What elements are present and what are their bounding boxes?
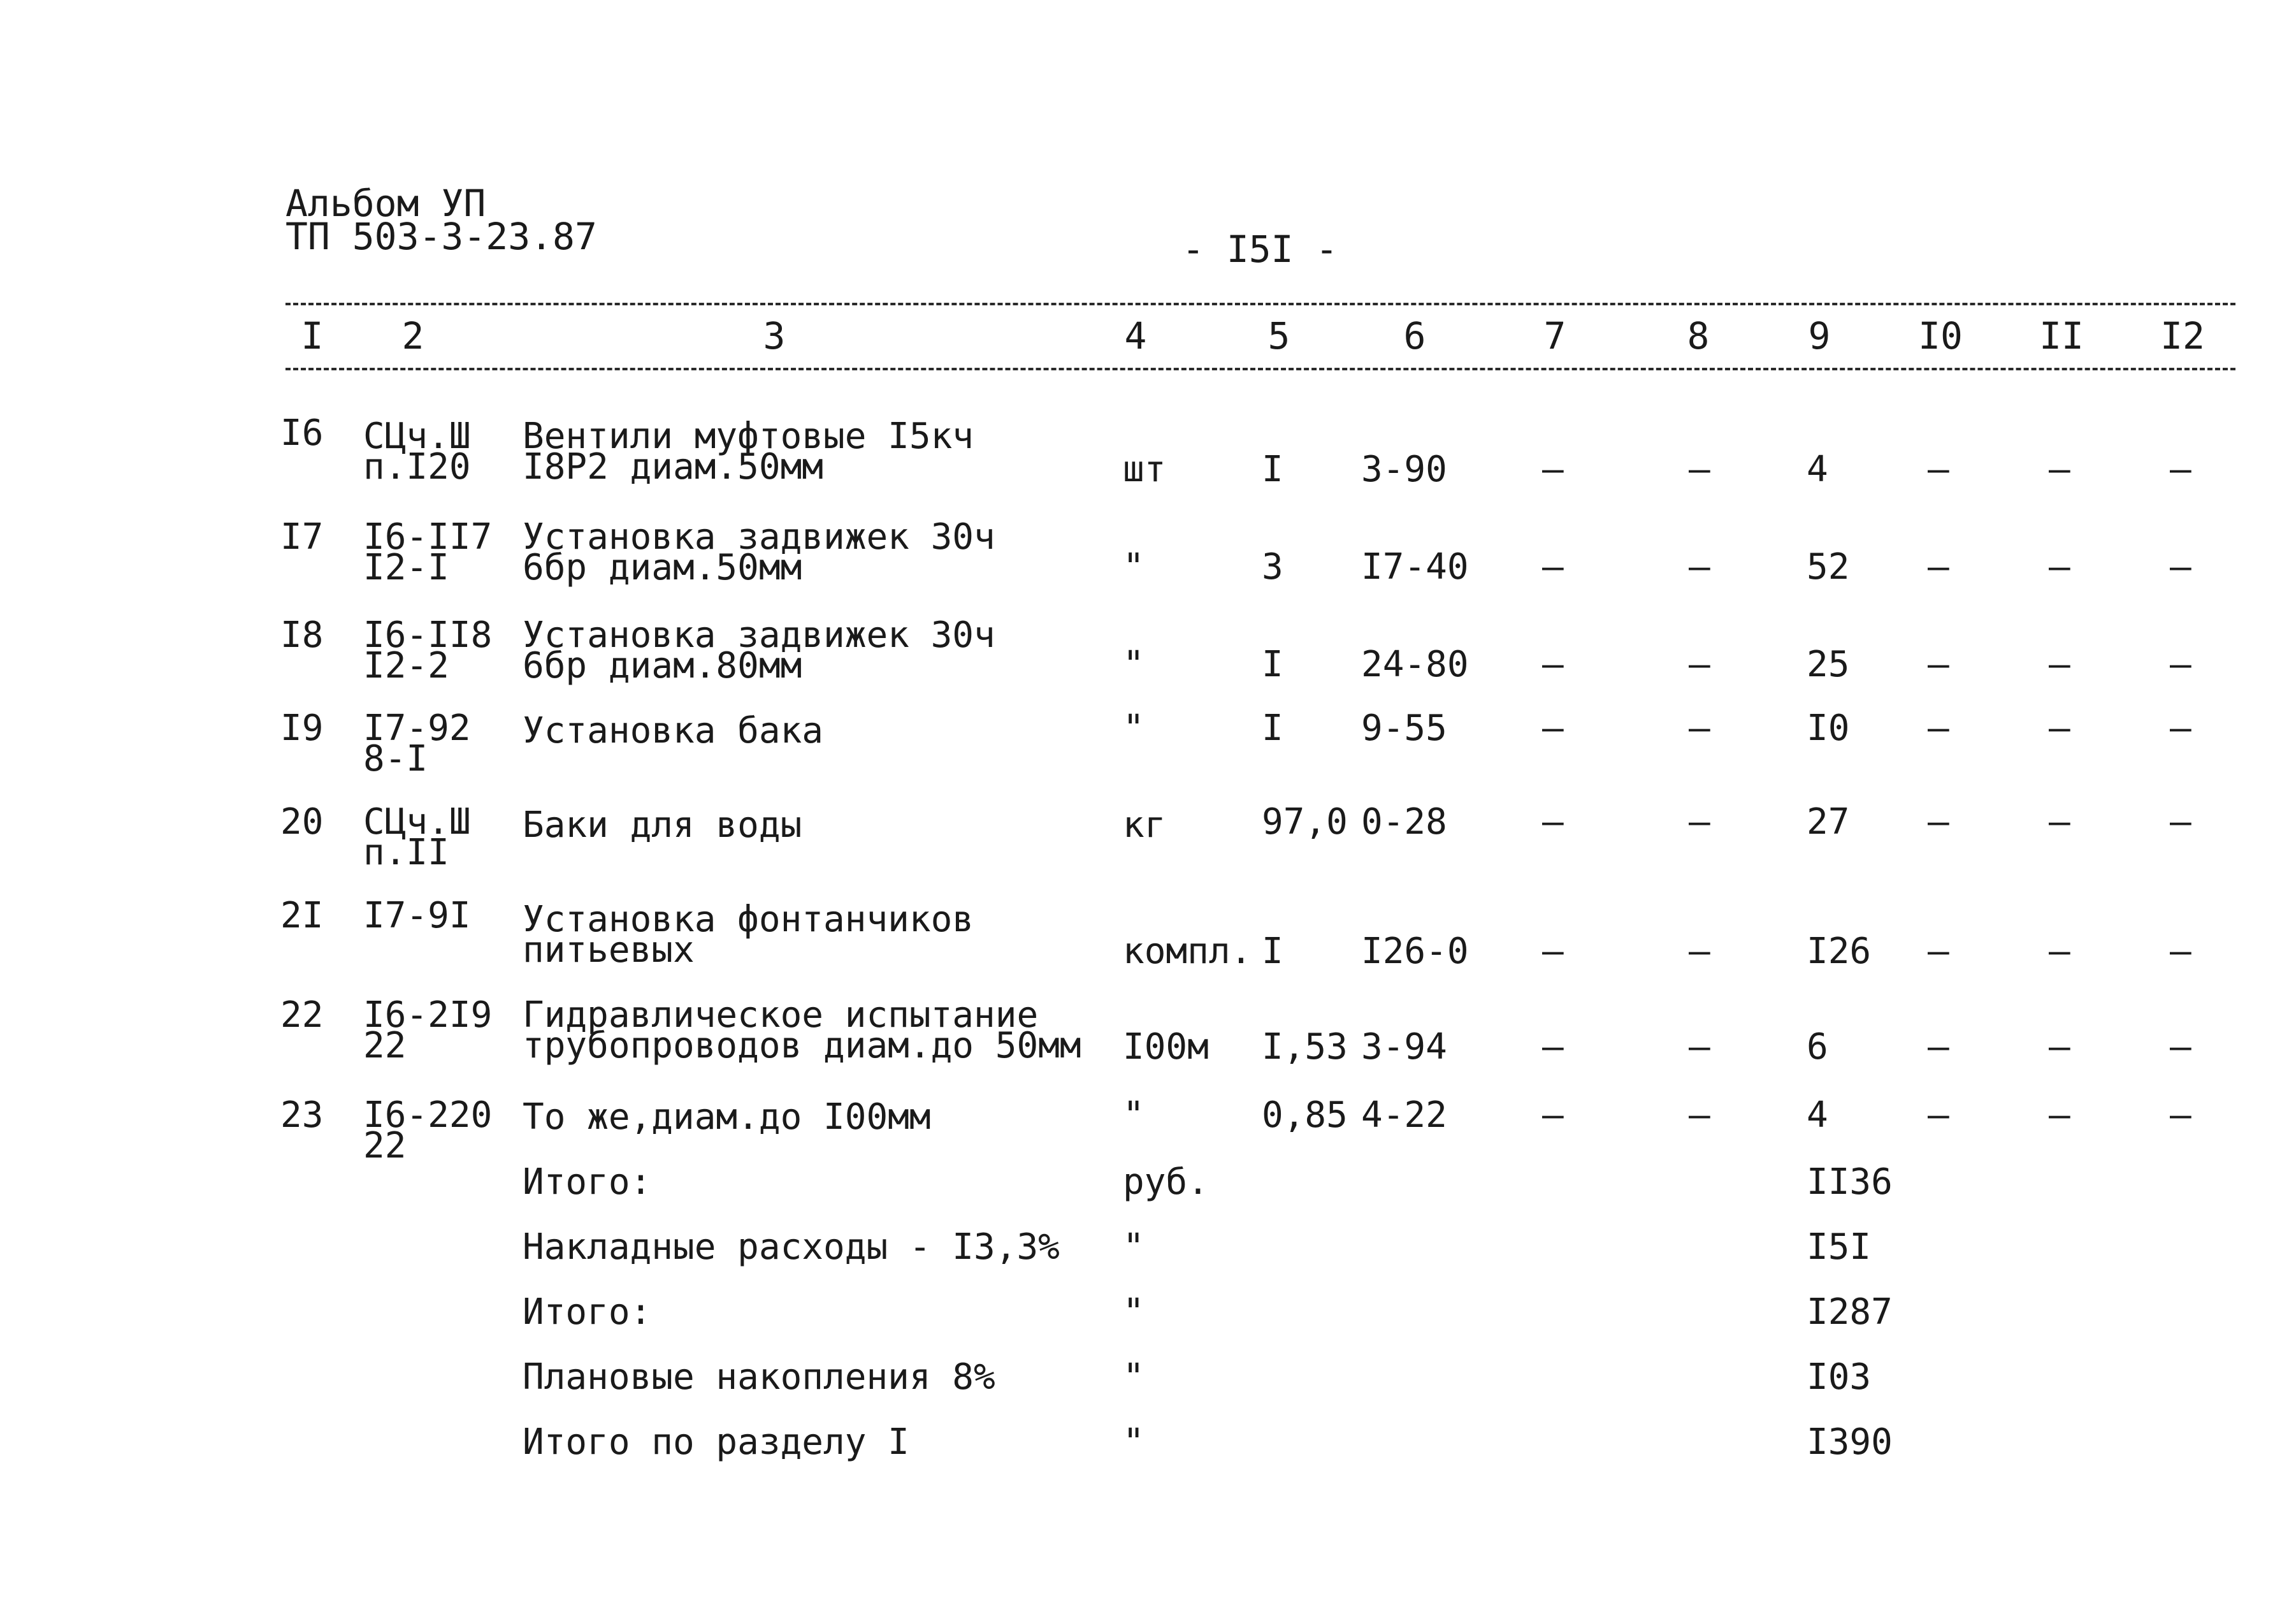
summary-total: II36 [1807, 1161, 1893, 1203]
column-header: 9 [1808, 314, 1831, 358]
row-col12: – [2170, 708, 2191, 749]
row-col7: – [1542, 644, 1564, 685]
row-code-line2: п.II [363, 832, 449, 873]
row-col12: – [2170, 931, 2191, 972]
row-col10: – [1928, 801, 1949, 843]
row-number: I7 [280, 516, 324, 558]
row-col11: – [2049, 1094, 2070, 1136]
row-code-line1: I7-92 [363, 708, 471, 749]
row-number: 20 [280, 801, 324, 843]
summary-label: Накладные расходы - I3,3% [523, 1226, 1060, 1268]
row-col11: – [2049, 449, 2070, 490]
row-code-line1: I6-220 [363, 1094, 493, 1136]
row-code-line2: 22 [363, 1125, 407, 1166]
row-total: 25 [1807, 644, 1850, 685]
row-unit: кг [1123, 804, 1166, 846]
summary-unit: " [1123, 1421, 1144, 1463]
column-header: 5 [1267, 314, 1290, 358]
column-header: 6 [1403, 314, 1426, 358]
row-code-line2: I2-2 [363, 645, 449, 686]
row-code-line1: СЦч.Ш [363, 416, 471, 457]
row-unit: шт [1123, 449, 1166, 490]
row-col8: – [1689, 931, 1710, 972]
row-col7: – [1542, 931, 1564, 972]
summary-total: I390 [1807, 1421, 1893, 1463]
row-price: 4-22 [1361, 1094, 1447, 1136]
column-header: II [2039, 314, 2084, 358]
row-desc-line1: Установка фонтанчиков [523, 899, 974, 940]
row-unit: " [1123, 546, 1144, 588]
row-desc-line1: Вентили муфтовые I5кч [523, 416, 974, 457]
row-price: 3-94 [1361, 1026, 1447, 1068]
row-total: I0 [1807, 708, 1850, 749]
row-col10: – [1928, 546, 1949, 588]
summary-unit: " [1123, 1356, 1144, 1398]
project-code: ТП 503-3-23.87 [285, 215, 597, 258]
row-code-line1: I6-II7 [363, 516, 493, 558]
row-col12: – [2170, 1026, 2191, 1068]
summary-total: I287 [1807, 1291, 1893, 1333]
row-unit: " [1123, 644, 1144, 685]
row-number: I8 [280, 614, 324, 656]
row-col12: – [2170, 644, 2191, 685]
row-col7: – [1542, 708, 1564, 749]
row-col10: – [1928, 1094, 1949, 1136]
summary-total: I5I [1807, 1226, 1872, 1268]
column-header: 2 [401, 314, 424, 358]
row-col7: – [1542, 546, 1564, 588]
row-desc-line1: Гидравлическое испытание [523, 994, 1039, 1036]
summary-unit: " [1123, 1291, 1144, 1333]
column-header: I [301, 314, 324, 358]
row-qty: 3 [1262, 546, 1283, 588]
row-code-line2: п.I20 [363, 446, 471, 488]
row-number: I6 [280, 412, 324, 454]
row-desc-line2: питьевых [523, 929, 695, 971]
row-col7: – [1542, 449, 1564, 490]
summary-label: Итого: [523, 1291, 652, 1333]
row-code-line1: I6-II8 [363, 614, 493, 656]
row-number: 23 [280, 1094, 324, 1136]
table-top-rule [285, 303, 2235, 305]
row-price: 3-90 [1361, 449, 1447, 490]
row-number: 2I [280, 895, 324, 936]
row-col7: – [1542, 801, 1564, 843]
album-title: Альбом УП [285, 182, 486, 225]
row-unit: " [1123, 708, 1144, 749]
row-col8: – [1689, 801, 1710, 843]
row-price: 0-28 [1361, 801, 1447, 843]
row-code-line2: I2-I [363, 547, 449, 588]
summary-unit: руб. [1123, 1161, 1209, 1203]
summary-unit: " [1123, 1226, 1144, 1268]
row-desc-line2: трубопроводов диам.до 50мм [523, 1025, 1081, 1066]
row-col11: – [2049, 801, 2070, 843]
column-header: 3 [763, 314, 786, 358]
row-qty: 0,85 [1262, 1094, 1348, 1136]
row-desc-line1: Установка задвижек 30ч [523, 516, 995, 558]
row-col11: – [2049, 644, 2070, 685]
row-price: 24-80 [1361, 644, 1469, 685]
row-col8: – [1689, 449, 1710, 490]
column-header: I0 [1918, 314, 1963, 358]
row-price: I26-0 [1361, 931, 1469, 972]
row-desc-line2: I8Р2 диам.50мм [523, 446, 824, 488]
row-col10: – [1928, 931, 1949, 972]
row-col10: – [1928, 644, 1949, 685]
row-code-line1: I6-2I9 [363, 994, 493, 1036]
summary-total: I03 [1807, 1356, 1872, 1398]
row-col12: – [2170, 449, 2191, 490]
row-col10: – [1928, 708, 1949, 749]
row-desc-line1: Баки для воды [523, 804, 802, 846]
row-col11: – [2049, 708, 2070, 749]
row-number: I9 [280, 708, 324, 749]
row-col12: – [2170, 801, 2191, 843]
row-col8: – [1689, 644, 1710, 685]
row-qty: I [1262, 449, 1283, 490]
row-desc-line2: 6бр диам.80мм [523, 645, 802, 686]
row-desc-line1: Установка бака [523, 710, 824, 751]
row-qty: 97,0 [1262, 801, 1348, 843]
row-number: 22 [280, 994, 324, 1036]
row-price: I7-40 [1361, 546, 1469, 588]
page-number: - I5I - [1182, 228, 1338, 271]
summary-label: Итого по разделу I [523, 1421, 909, 1463]
row-col8: – [1689, 1026, 1710, 1068]
row-price: 9-55 [1361, 708, 1447, 749]
row-total: 4 [1807, 449, 1828, 490]
row-qty: I [1262, 708, 1283, 749]
row-unit: " [1123, 1094, 1144, 1136]
row-desc-line1: То же,диам.до I00мм [523, 1096, 931, 1138]
row-col10: – [1928, 449, 1949, 490]
row-qty: I,53 [1262, 1026, 1348, 1068]
column-header: 4 [1124, 314, 1147, 358]
row-col12: – [2170, 1094, 2191, 1136]
row-col8: – [1689, 1094, 1710, 1136]
column-header: I2 [2160, 314, 2205, 358]
row-total: I26 [1807, 931, 1872, 972]
row-col11: – [2049, 546, 2070, 588]
row-total: 4 [1807, 1094, 1828, 1136]
row-qty: I [1262, 931, 1283, 972]
row-desc-line2: 6бр диам.50мм [523, 547, 802, 588]
summary-label: Итого: [523, 1161, 652, 1203]
row-col11: – [2049, 931, 2070, 972]
row-qty: I [1262, 644, 1283, 685]
column-header: 8 [1687, 314, 1710, 358]
row-col7: – [1542, 1094, 1564, 1136]
row-total: 52 [1807, 546, 1850, 588]
column-header: 7 [1543, 314, 1566, 358]
row-code-line1: I7-9I [363, 895, 471, 936]
table-header-rule [285, 368, 2235, 370]
row-code-line1: СЦч.Ш [363, 801, 471, 843]
row-total: 6 [1807, 1026, 1828, 1068]
row-total: 27 [1807, 801, 1850, 843]
row-unit: I00м [1123, 1026, 1209, 1068]
row-col10: – [1928, 1026, 1949, 1068]
row-col8: – [1689, 546, 1710, 588]
row-desc-line1: Установка задвижек 30ч [523, 614, 995, 656]
row-code-line2: 8-I [363, 738, 428, 780]
row-col12: – [2170, 546, 2191, 588]
summary-label: Плановые накопления 8% [523, 1356, 995, 1398]
row-col7: – [1542, 1026, 1564, 1068]
row-col8: – [1689, 708, 1710, 749]
row-unit: компл. [1123, 931, 1252, 972]
row-col11: – [2049, 1026, 2070, 1068]
row-code-line2: 22 [363, 1025, 407, 1066]
